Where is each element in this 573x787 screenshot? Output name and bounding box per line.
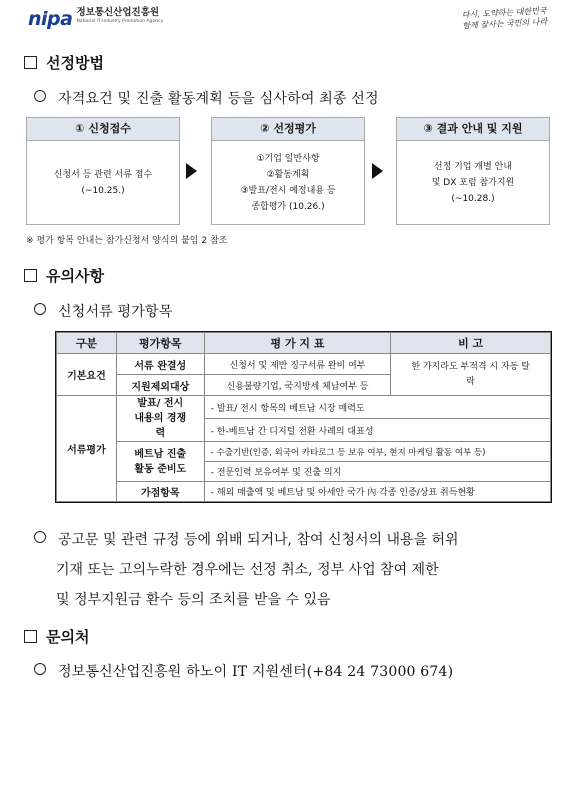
- step-application: ① 신청접수 신청서 등 관련 서류 접수 (~10.25.): [26, 117, 180, 225]
- table-row: 베트남 진출 활동 준비도 - 수출기반(인증, 외국어 카타로그 등 보유 여부, 현지 마케팅 활동 여부 등): [57, 442, 551, 462]
- circle-bullet-icon: [34, 663, 46, 675]
- evaluation-table: [56, 332, 551, 502]
- circle-bullet-icon: [34, 90, 46, 102]
- violation-notice: 공고문 및 관련 규정 등에 위배 되거나, 참여 신청서의 내용을 허위 기재 또는 고의누락한 경우에는 선정 취소, 정부 사업 참여 제한 및 정부지원금 환수 등의 조치를 받을 수 있음: [34, 525, 554, 615]
- circle-bullet-icon: [34, 531, 46, 543]
- circle-bullet-icon: [34, 303, 46, 315]
- step-result: ③ 결과 안내 및 지원 선정 기업 개별 안내 및 DX 포럼 참가지원 (~10.28.): [396, 117, 550, 225]
- step-evaluation: ② 선정평가 ①기업 일반사항 ②활동계획 ③발표/전시 예정내용 등 종합평가 (10.26.): [211, 117, 365, 225]
- government-slogan: 다시, 도약하는 대한민국 함께 잘사는 국민의 나라: [461, 6, 548, 31]
- page-header: [0, 0, 573, 40]
- contact-info: 정보통신산업진흥원 하노이 IT 지원센터(+84 24 73000 674): [34, 661, 453, 681]
- selection-description: 자격요건 및 진출 활동계획 등을 심사하여 최종 선정: [34, 88, 379, 108]
- section-title-notice: 유의사항: [24, 265, 104, 286]
- logo-korean-name: 정보통신산업진흥원: [76, 7, 160, 18]
- evaluation-note: ※ 평가 항목 안내는 참가신청서 양식의 붙임 2 참조: [26, 236, 228, 246]
- table-row: 가점항목 - 해외 매출액 및 베트남 및 아세안 국가 內 각종 인증/상표 취득현황: [57, 482, 551, 502]
- table-row: - 전문인력 보유여부 및 진출 의지: [57, 462, 551, 482]
- checkbox-square-icon: [24, 630, 37, 643]
- table-header: 구분: [57, 333, 117, 354]
- logo-english-name: National IT Industry Promotion Agency: [76, 18, 164, 24]
- checkbox-square-icon: [24, 56, 37, 69]
- table-row: 기본요건 서류 완결성 신청서 및 제반 징구서류 완비 여부 한 가지라도 부적격 시 자동 탈락: [57, 354, 551, 375]
- logo-mark: nipa: [28, 8, 73, 30]
- arrow-right-icon: [186, 163, 197, 179]
- table-header: 평가항목: [116, 333, 204, 354]
- table-header: 평 가 지 표: [204, 333, 391, 354]
- table-row: - 한-베트남 간 디지털 전환 사례의 대표성: [57, 419, 551, 442]
- arrow-right-icon: [372, 163, 383, 179]
- table-header: 비 고: [391, 333, 551, 354]
- checkbox-square-icon: [24, 269, 37, 282]
- section-title-selection: 선정방법: [24, 52, 104, 73]
- table-row: 서류평가 발표/ 전시 내용의 경쟁력 - 발표/ 전시 항목의 베트남 시장 매력도: [57, 396, 551, 419]
- section-title-contact: 문의처: [24, 626, 89, 647]
- table-row: 지원제외대상 신용불량기업, 국지방세 체납여부 등: [57, 375, 551, 396]
- evaluation-items-heading: 신청서류 평가항목: [34, 301, 172, 321]
- nipa-logo: [28, 8, 163, 30]
